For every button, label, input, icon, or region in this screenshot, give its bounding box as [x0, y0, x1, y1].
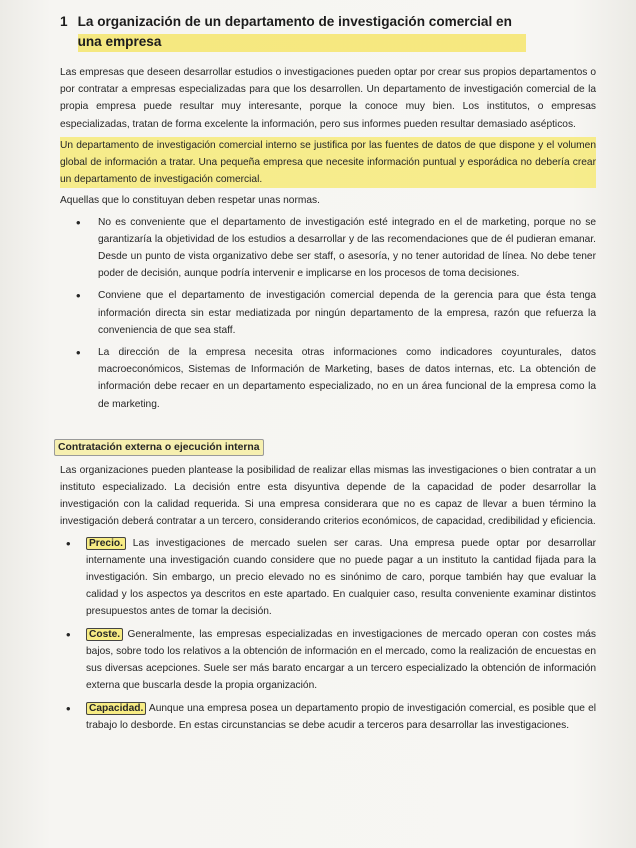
factor-keyword: Precio.	[86, 537, 126, 550]
factor-item-coste	[80, 626, 596, 695]
factor-keyword: Capacidad.	[86, 702, 146, 715]
norm-item: • Conviene que el departamento de investigación comercial dependa de la gerencia para que ésta tenga información directa sin estar mediatizada por ningún departamento de la empresa, razón que refuerza la conveniencia de que sea staff.	[90, 287, 596, 339]
factors-list	[60, 535, 596, 734]
intro-paragraph-3: Aquellas que lo constituyan deben respetar unas normas.	[60, 195, 320, 207]
norms-list	[60, 214, 596, 413]
factor-keyword: Coste.	[86, 628, 123, 641]
heading-number: 1	[60, 14, 68, 29]
factor-item-capacidad	[80, 700, 596, 734]
factor-item-precio	[80, 535, 596, 621]
factor-text: Las investigaciones de mercado suelen ser caras. Una empresa puede optar por desarrollar internamente una investigación cuando considere que no puede pagar a un instituto la cantidad fijada para la investigación. Sin embargo, un precio elevado no es sinónimo de caro, porque también hay que evaluar la calidad y los aspectos ya descritos en este apartado. En cualquier caso, resulta conveniente examinar distintos presupuestos antes de tomar la decisión.	[86, 537, 596, 618]
factor-text: Aunque una empresa posea un departamento propio de investigación comercial, es posible que el trabajo lo desborde. En estas circunstancias se debe acudir a terceros para desarrollar las investigaciones.	[86, 702, 596, 731]
section-heading	[60, 12, 596, 52]
intro-paragraph-1: Las empresas que deseen desarrollar estudios o investigaciones pueden optar por crear sus propios departamentos o por contratar a empresas especializadas para que los desarrollen. Un departamento de investigación comercial de la propia empresa puede resultar muy interesante, porque la conoce muy bien. Los institutos, o empresas especializadas, tratan de forma excelente la información, pero sus informes pueden resultar demasiado asépticos.	[60, 67, 596, 130]
factor-text: Generalmente, las empresas especializadas en investigaciones de mercado operan con costes más bajos, sobre todo los relativos a la obtención de información en el mercado, como la realización de encuestas en sus diversas acepciones. Suele ser más barato encargar a un tercero especializado la obtención de información externa que buscarla desde la propia organización.	[86, 628, 596, 692]
intro-paragraph-2: Un departamento de investigación comercial interno se justifica por las fuentes de datos de que dispone y el volumen global de información a tratar. Una pequeña empresa que necesite información puntual y esporádica no debería crear un departamento de investigación comercial.	[60, 137, 596, 189]
subsection-title: Contratación externa o ejecución interna	[54, 439, 264, 456]
norm-item: • No es conveniente que el departamento de investigación esté integrado en el de marketing, porque no se garantizaría la objetividad de los estudios a desarrollar y de las recomendaciones que de él pudieran emanar. Desde un punto de vista organizativo debe ser staff, o asesoría, y no tener autoridad de línea. No debe tener poder de decisión, aunque podría intervenir e implicarse en los procesos de toma decisiones.	[90, 214, 596, 283]
norm-item: • La dirección de la empresa necesita otras informaciones como indicadores coyunturales, datos macroeconómicos, Sistemas de Información de Marketing, bases de datos internas, etc. La obtención de información debe recaer en un departamento especializado, no en un área funcional de la empresa como la de marketing.	[90, 344, 596, 413]
subsection-paragraph: Las organizaciones pueden plantease la posibilidad de realizar ellas mismas las investigaciones o bien contratar a un instituto especializado. La decisión entre esta disyuntiva depende de la capacidad de poder desarrollar la investigación con la calidad requerida. Si una empresa considerara que no es capaz de llevar a buen término la investigación deberá contratar a un tercero, considerando criterios económicos, de capacidad, credibilidad y eficiencia.	[60, 464, 596, 528]
heading-title: La organización de un departamento de investigación comercial en una empresa	[78, 12, 526, 52]
